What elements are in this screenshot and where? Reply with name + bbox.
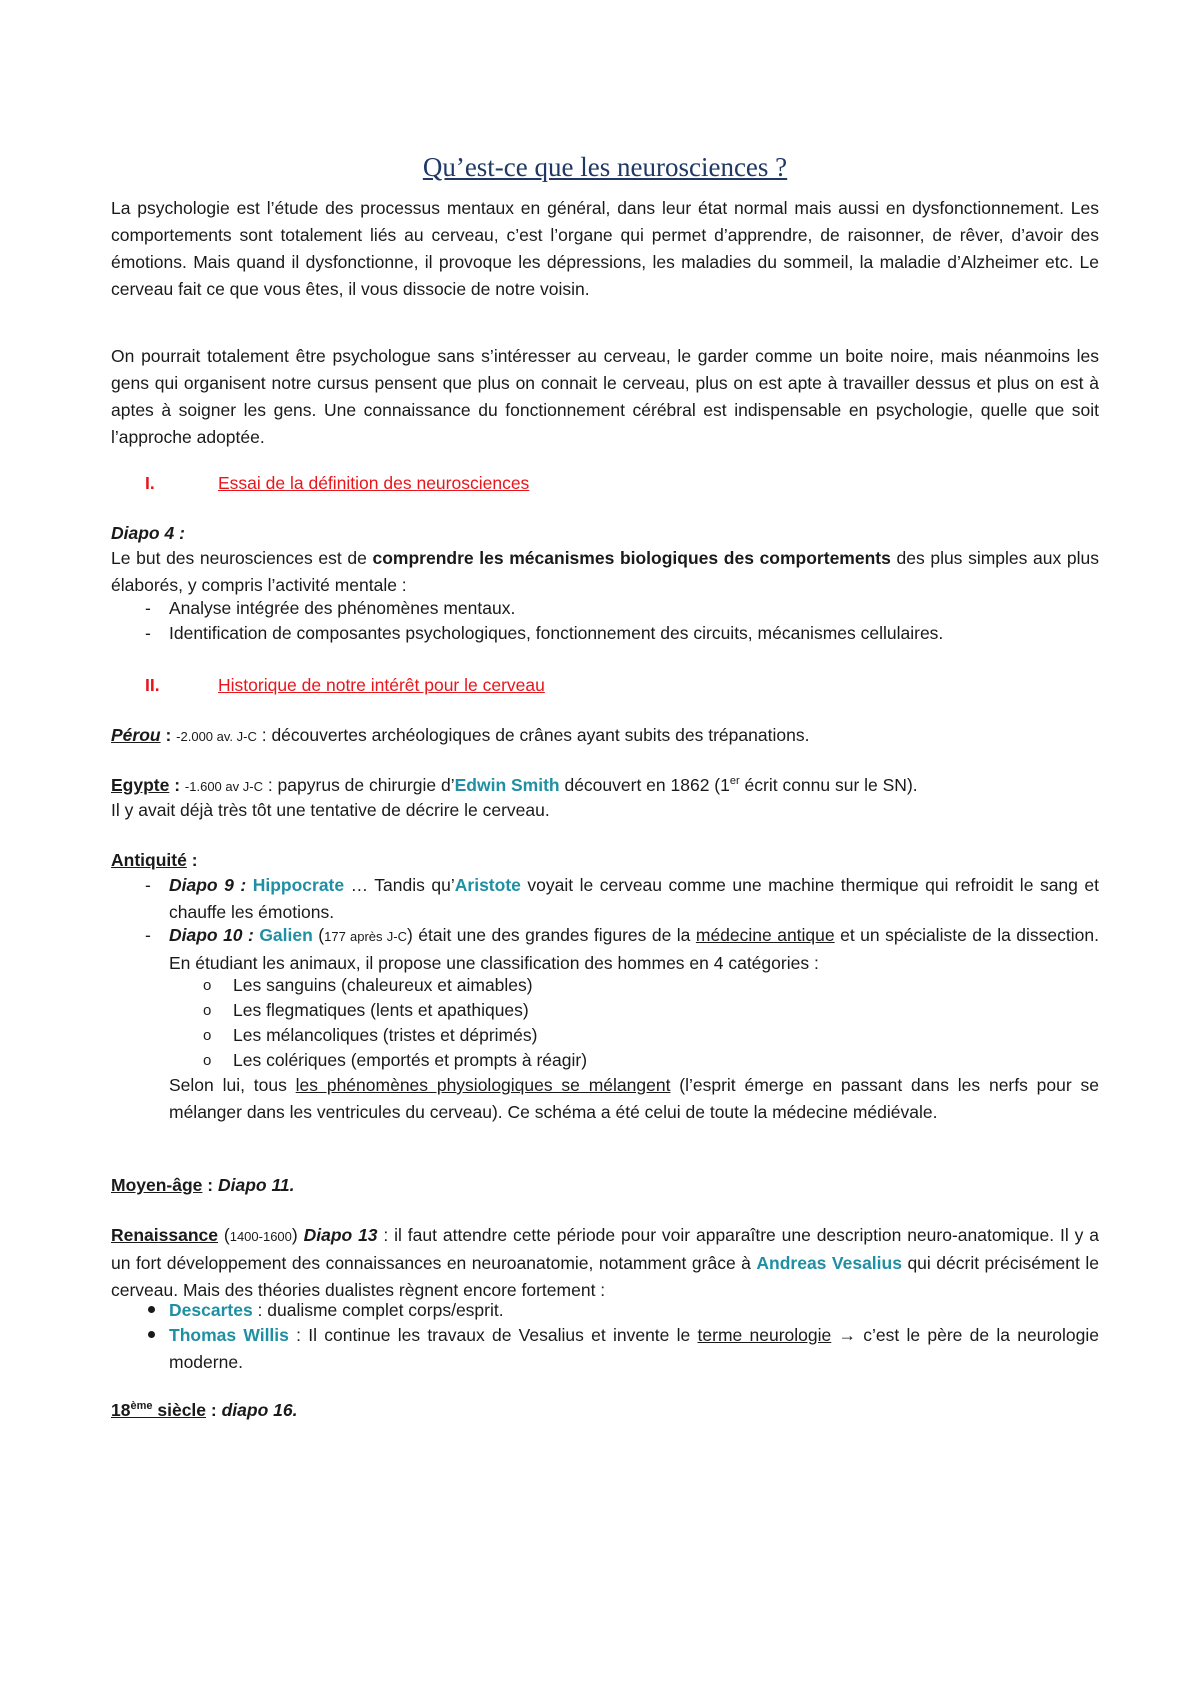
- text-run: (l’esprit émerge en passant dans les nerfs pour se mélanger dans les ventricules du cerveau). Ce schéma a été celui de toute la médecine médiévale.: [169, 1075, 1099, 1122]
- diapo-label: diapo 16.: [221, 1400, 298, 1420]
- galien-date: 177 après J-C: [324, 929, 407, 944]
- diapo-label: Diapo 9 :: [169, 875, 253, 895]
- person-name-galien: Galien: [259, 925, 313, 945]
- diapo-label: Diapo 4 :: [111, 523, 185, 543]
- text-run: … Tandis qu’: [344, 875, 455, 895]
- superscript: er: [729, 775, 740, 788]
- diapo-label: Diapo 10 :: [169, 925, 260, 945]
- person-name-descartes: Descartes: [169, 1300, 253, 1320]
- text-run: qui décrit précisément le cerveau. Mais des théories dualistes règnent encore fortement :: [111, 1253, 1099, 1300]
- section-1-item-1: Analyse intégrée des phénomènes mentaux.: [169, 598, 516, 618]
- text-run: c’est le père de la neurologie moderne.: [169, 1325, 1099, 1372]
- siecle-18-label: [111, 1400, 206, 1420]
- dash-marker: -: [145, 623, 151, 643]
- underlined-run: les phénomènes physiologiques se mélangent: [295, 1075, 671, 1095]
- moyen-age-label: Moyen-âge: [111, 1175, 203, 1195]
- section-2-title: Historique de notre intérêt pour le cerveau: [218, 675, 545, 695]
- text-run: : dualisme complet corps/esprit.: [252, 1300, 504, 1320]
- separator: :: [160, 725, 177, 745]
- renaissance-date: 1400-1600: [229, 1229, 292, 1244]
- text-run: : Il continue les travaux de Vesalius et invente le: [288, 1325, 698, 1345]
- superscript: ème: [130, 1400, 153, 1413]
- text-run: voyait le cerveau comme une machine thermique qui refroidit le sang et chauffe les émotions.: [169, 875, 1099, 922]
- text-run: ): [291, 1225, 304, 1245]
- separator: :: [169, 775, 185, 795]
- underlined-run: terme neurologie: [697, 1325, 832, 1345]
- person-name-thomas-willis: Thomas Willis: [169, 1325, 289, 1345]
- egypte-line-2: Il y avait déjà très tôt une tentative de décrire le cerveau.: [111, 800, 550, 820]
- perou-date: -2.000 av. J-C: [176, 729, 257, 744]
- text-run: et un spécialiste de la dissection. En étudiant les animaux, il propose une classification des hommes en 4 catégories :: [169, 925, 1099, 973]
- circle-marker: o: [203, 1027, 212, 1044]
- text-run: : papyrus de chirurgie d’: [262, 775, 455, 795]
- bullet-marker: [148, 1331, 155, 1338]
- antiquite-label: Antiquité: [111, 850, 187, 870]
- dash-marker: -: [145, 598, 151, 618]
- text-run: 18: [111, 1400, 131, 1420]
- text-run: siècle: [152, 1400, 207, 1420]
- perou-line: [111, 722, 809, 750]
- text-run: : il faut attendre cette période pour voir apparaître une description neuro-anatomique. Il y a un fort développement des connaissances en neuroanatomie, notamment grâce à: [111, 1225, 1099, 1273]
- antiquite-label-line: [111, 847, 198, 874]
- intro-paragraph-2: On pourrait totalement être psychologue sans s’intéresser au cerveau, le garder comme un boite noire, mais néanmoins les gens qui organisent notre cursus pensent que plus on connait le cerveau, plus on est apte à travailler dessus et plus on est à aptes à soigner les gens. Une connaissance du fonctionnement cérébral est indispensable en psychologie, quelle que soit l’approche adoptée.: [111, 346, 1099, 447]
- intro-paragraph-1: La psychologie est l’étude des processus mentaux en général, dans leur état normal mais aussi en dysfonctionnement. Les comportements sont totalement liés au cerveau, c’est l’organe qui permet d’apprendre, de raisonner, de rêver, d’avoir des émotions. Mais quand il dysfonctionne, il provoque les dépressions, les maladies du sommeil, la maladie d’Alzheimer etc. Le cerveau fait ce que vous êtes, il vous dissocie de notre voisin.: [111, 198, 1099, 299]
- siecle-18-line: [111, 1397, 297, 1424]
- antiquite-item-2: [169, 922, 1099, 977]
- section-1-title: Essai de la définition des neurosciences: [218, 473, 530, 493]
- section-2-number: II.: [145, 675, 160, 695]
- humor-item-3: Les mélancoliques (tristes et déprimés): [233, 1025, 538, 1045]
- right-arrow-icon: →: [831, 1325, 864, 1345]
- text-run: écrit connu sur le SN).: [739, 775, 918, 795]
- bullet-marker: [148, 1306, 155, 1313]
- text-run: des plus simples aux plus élaborés, y compris l’activité mentale :: [111, 548, 1099, 595]
- diapo-label: Diapo 11.: [217, 1175, 295, 1195]
- antiquite-item-1: [169, 872, 1099, 926]
- dash-marker: -: [145, 925, 151, 945]
- dash-marker: -: [145, 875, 151, 895]
- egypte-label: Egypte: [111, 775, 170, 795]
- underlined-run: médecine antique: [695, 925, 835, 945]
- perou-text: : découvertes archéologiques de crânes ayant subits des trépanations.: [256, 725, 810, 745]
- section-1-text: [111, 545, 1099, 599]
- galien-conclusion: [169, 1072, 1099, 1126]
- humor-item-1: Les sanguins (chaleureux et aimables): [233, 975, 533, 995]
- person-name-aristote: Aristote: [454, 875, 521, 895]
- renaissance-label: Renaissance: [111, 1225, 219, 1245]
- person-name-andreas-vesalius: Andreas Vesalius: [756, 1253, 902, 1273]
- humor-item-4: Les colériques (emportés et prompts à réagir): [233, 1050, 588, 1070]
- circle-marker: o: [203, 1002, 212, 1019]
- separator: :: [202, 1175, 218, 1195]
- moyen-age-line: [111, 1172, 294, 1199]
- diapo-label: Diapo 13: [303, 1225, 378, 1245]
- section-1-item-2: Identification de composantes psychologiques, fonctionnement des circuits, mécanismes cellulaires.: [169, 623, 944, 643]
- text-run: (: [218, 1225, 230, 1245]
- text-run: découvert en 1862 (1: [559, 775, 730, 795]
- person-name-hippocrate: Hippocrate: [252, 875, 345, 895]
- separator: :: [206, 1400, 222, 1420]
- text-run: (: [312, 925, 325, 945]
- circle-marker: o: [203, 1052, 212, 1069]
- text-run: Selon lui, tous: [169, 1075, 296, 1095]
- humor-item-2: Les flegmatiques (lents et apathiques): [233, 1000, 529, 1020]
- bold-run: comprendre les mécanismes biologiques des comportements: [372, 548, 891, 568]
- page-title: Qu’est-ce que les neurosciences ?: [422, 152, 788, 182]
- renaissance-paragraph: [111, 1222, 1099, 1304]
- person-name-edwin-smith: Edwin Smith: [454, 775, 560, 795]
- renaissance-item-2: [169, 1322, 1099, 1376]
- separator: :: [186, 850, 198, 870]
- circle-marker: o: [203, 977, 212, 994]
- renaissance-item-1: [169, 1297, 504, 1324]
- section-1-number: I.: [145, 473, 155, 493]
- text-run: Le but des neurosciences est de: [111, 548, 373, 568]
- diapo-4-label: [111, 520, 185, 547]
- egypte-date: -1.600 av J-C: [184, 779, 263, 794]
- perou-label: Pérou: [111, 725, 161, 745]
- text-run: ) était une des grandes figures de la: [406, 925, 696, 945]
- egypte-line: [111, 772, 918, 800]
